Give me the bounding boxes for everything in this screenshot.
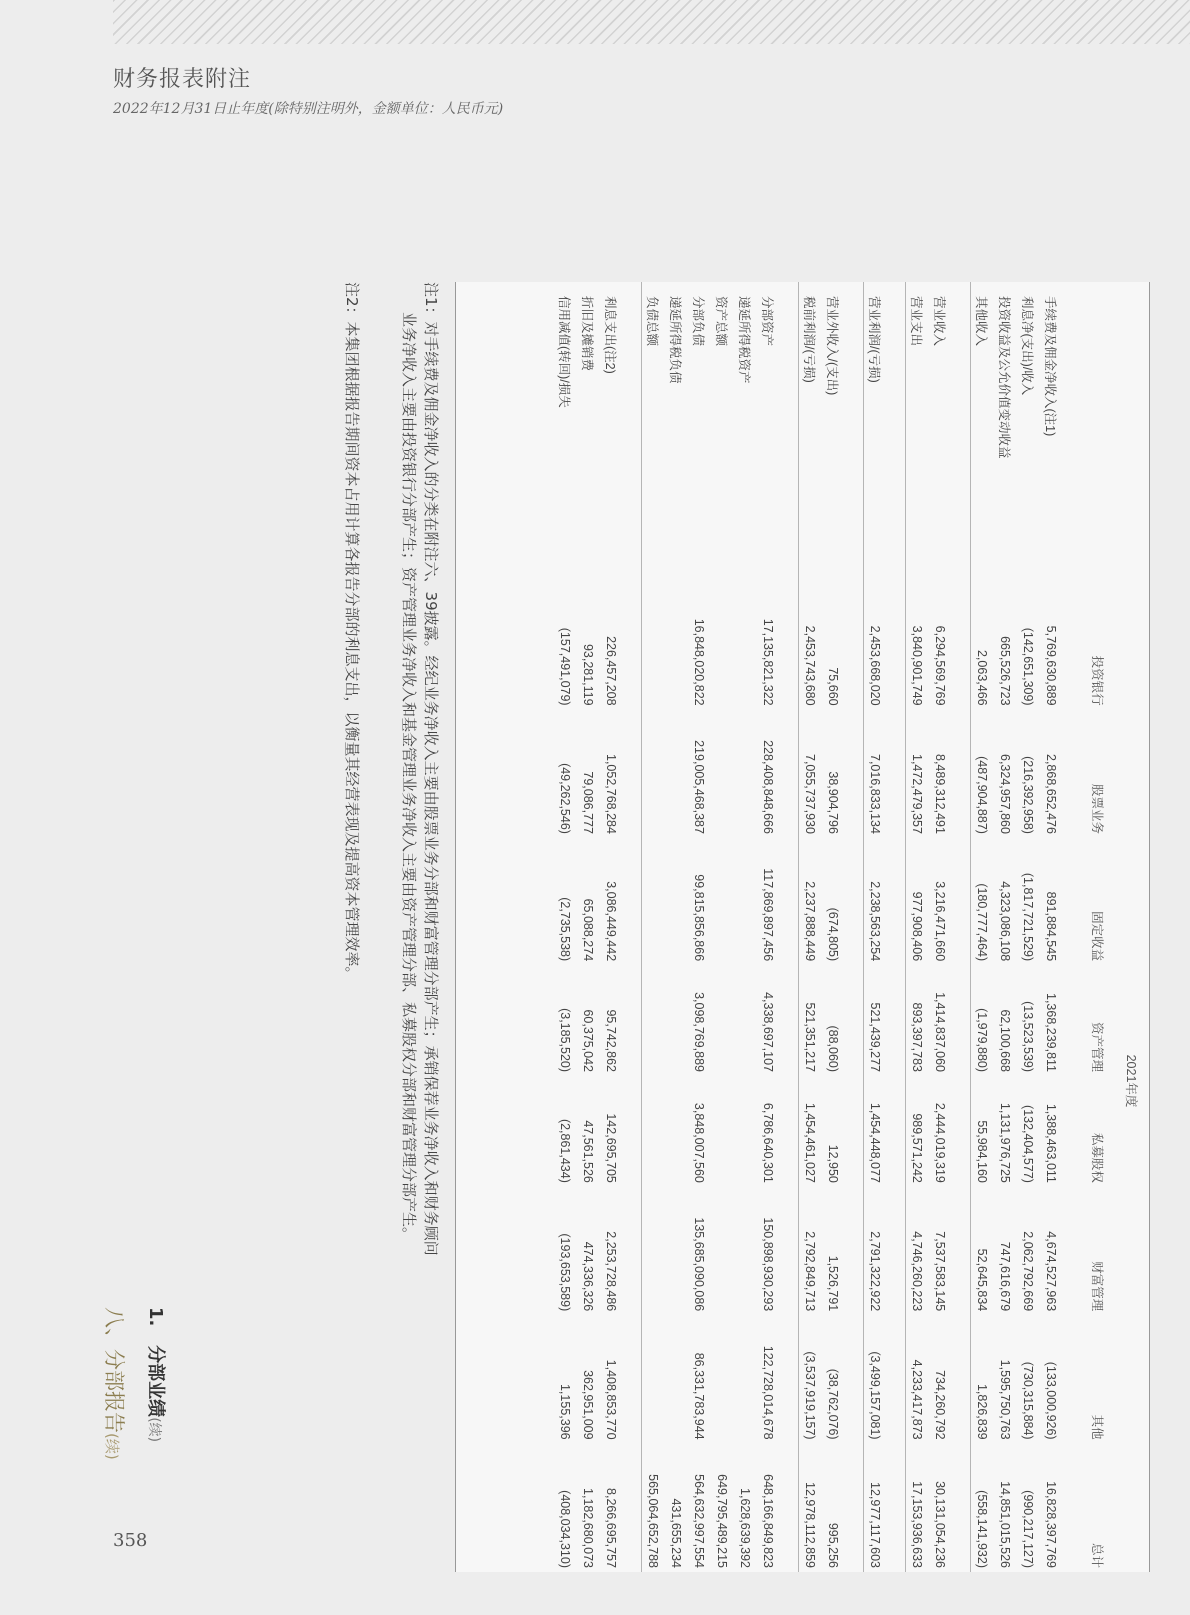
- table-cell: [734, 838, 757, 965]
- table-cell: [642, 710, 666, 838]
- table-row: [929, 282, 952, 1572]
- table-cell: (2,735,538): [558, 897, 573, 962]
- table-column-header: 投资银行: [1090, 655, 1104, 706]
- table-cell: [711, 1187, 734, 1315]
- table-cell: (2,861,434): [558, 1118, 573, 1183]
- table-cell: 1,408,853,770: [604, 1359, 619, 1440]
- table-cell: 16,848,020,822: [692, 618, 707, 706]
- table-row: [642, 282, 666, 1572]
- table-row: [822, 282, 845, 1572]
- table-cell: 47,561,526: [581, 1120, 596, 1183]
- table-cell: [734, 1076, 757, 1187]
- table-cell: (49,262,546): [558, 763, 573, 834]
- table-column-header: 资产管理: [1090, 1022, 1104, 1073]
- table-cell: 79,086,777: [581, 771, 596, 834]
- table-cell: 55,984,160: [975, 1120, 990, 1183]
- table-cell: 4,233,417,873: [910, 1359, 925, 1440]
- table-cell: (487,904,887): [975, 756, 990, 834]
- table-cell: 226,457,208: [604, 636, 619, 706]
- table-cell: 16,828,397,769: [1044, 1481, 1059, 1568]
- table-cell: 2,062,792,669: [1021, 1231, 1036, 1312]
- table-cell: 62,100,668: [998, 1009, 1013, 1073]
- table-row: [688, 282, 711, 1572]
- table-cell: 38,904,796: [826, 771, 841, 834]
- table-cell: [665, 1076, 688, 1187]
- table-cell: (88,060): [826, 1025, 841, 1073]
- table-cell: 14,851,015,526: [998, 1481, 1013, 1568]
- table-cell: [734, 710, 757, 838]
- table-cell: 2,253,728,486: [604, 1231, 619, 1312]
- table-row: [577, 282, 600, 1572]
- table-cell: [711, 590, 734, 710]
- row-label: 营业收入: [932, 296, 947, 347]
- table-cell: 30,131,054,236: [933, 1481, 948, 1568]
- table-cell: [665, 590, 688, 710]
- table-cell: [642, 1076, 666, 1187]
- table-cell: 989,571,242: [910, 1113, 925, 1183]
- table-column-header: 股票业务: [1090, 783, 1104, 834]
- table-cell: [642, 1315, 666, 1443]
- table-cell: 219,005,468,387: [692, 740, 707, 834]
- table-cell: (216,392,958): [1021, 756, 1036, 834]
- table-cell: (3,185,520): [558, 1008, 573, 1073]
- table-cell: 564,632,997,554: [692, 1474, 707, 1568]
- table-cell: 135,685,090,086: [692, 1217, 707, 1312]
- table-cell: (13,523,539): [1021, 1001, 1036, 1073]
- table-cell: [734, 1315, 757, 1443]
- table-column-header: 其他: [1090, 1414, 1104, 1440]
- page-header-subtitle: 2022年12月31日止年度(除特别注明外，金额单位：人民币元): [113, 101, 504, 117]
- table-cell: [711, 710, 734, 838]
- segment-table-panel: [455, 282, 1150, 1572]
- table-row: [734, 282, 757, 1572]
- table-cell: (408,034,310): [558, 1490, 573, 1568]
- table-cell: 8,489,312,491: [933, 754, 948, 834]
- table-cell: 2,792,849,713: [803, 1231, 818, 1312]
- table-cell: [642, 590, 666, 710]
- note-2: 注2：本集团根据报告期间资本占用计算各报告分部的利息支出，以衡量其经营表现及提高资本管理效率。: [343, 282, 361, 982]
- table-cell: 1,052,768,284: [604, 754, 619, 834]
- table-cell: 2,444,019,319: [933, 1102, 948, 1183]
- subsection-title: 1. 分部业绩(续): [145, 1307, 166, 1443]
- row-label: 投资收益及公允价值变动收益: [997, 296, 1012, 459]
- table-cell: 3,840,901,749: [910, 625, 925, 706]
- table-cell: 1,414,837,060: [933, 992, 948, 1073]
- table-cell: 1,826,839: [975, 1383, 990, 1440]
- note-1-line-1: 注1：对手续费及佣金净收入的分类在附注六、39披露。经纪业务净收入主要由股票业务分部和财富管理分部产生；承销保荐业务净收入和财务顾问: [422, 282, 440, 1256]
- table-cell: 521,439,277: [868, 1002, 883, 1073]
- row-label: 税前利润/(亏损): [802, 296, 817, 383]
- table-cell: 12,978,112,859: [803, 1482, 818, 1568]
- table-cell: 117,869,897,456: [761, 868, 776, 962]
- table-cell: 2,063,466: [975, 649, 990, 706]
- row-label: 其他收入: [974, 296, 989, 347]
- row-label: 负债总额: [645, 296, 660, 347]
- table-cell: 3,086,449,442: [604, 881, 619, 962]
- table-cell: 2,791,322,922: [868, 1231, 883, 1312]
- table-row: [600, 282, 623, 1572]
- table-row: [665, 282, 688, 1572]
- table-cell: 4,323,086,108: [998, 881, 1013, 962]
- note-1-line-2: 业务净收入主要由投资银行分部产生；资产管理业务净收入和基金管理业务净收入主要由资产管理分部、私募股权分部和财富管理分部产生。: [400, 312, 418, 1243]
- table-cell: 52,645,834: [975, 1248, 990, 1312]
- table-cell: 86,331,783,944: [692, 1352, 707, 1440]
- table-body: [536, 282, 1081, 1572]
- table-cell: 6,324,957,860: [998, 754, 1013, 834]
- row-label: 折旧及摊销费: [580, 296, 595, 372]
- table-year-header: 2021年度: [1124, 1054, 1138, 1108]
- group-spacer: [536, 282, 554, 1572]
- table-cell: 6,294,569,769: [933, 625, 948, 706]
- row-label: 营业外收入/(支出): [825, 296, 840, 396]
- table-cell: 2,453,668,020: [868, 625, 883, 706]
- table-cell: 1,526,791: [826, 1255, 841, 1312]
- row-label: 递延所得税资产: [737, 296, 752, 384]
- table-cell: 8,266,695,757: [604, 1488, 619, 1568]
- table-cell: 6,786,640,301: [761, 1102, 776, 1183]
- table-row: [554, 282, 577, 1572]
- table-cell: 142,695,705: [604, 1113, 619, 1183]
- row-label: 利息净(支出)/收入: [1020, 296, 1035, 396]
- row-label: 递延所得税负债: [668, 296, 683, 384]
- table-cell: 93,281,119: [581, 643, 596, 706]
- table-column-header: 固定收益: [1090, 911, 1104, 962]
- table-cell: [734, 590, 757, 710]
- table-row: [1017, 282, 1040, 1572]
- table-cell: 2,453,743,680: [803, 625, 818, 706]
- table-cell: [642, 1187, 666, 1315]
- table-cell: [642, 965, 666, 1076]
- table-cell: 75,660: [826, 667, 841, 706]
- row-label: 手续费及佣金净收入(注1): [1043, 296, 1058, 437]
- table-cell: 122,728,014,678: [761, 1345, 776, 1440]
- table-cell: 2,237,888,449: [803, 881, 818, 962]
- table-cell: [734, 965, 757, 1076]
- table-cell: 5,769,630,889: [1044, 625, 1059, 706]
- table-row: [711, 282, 734, 1572]
- table-row: [994, 282, 1017, 1572]
- table-cell: 665,526,723: [998, 636, 1013, 706]
- section-title: 八、分部报告(续): [102, 1307, 126, 1460]
- page-number: 358: [113, 1530, 148, 1551]
- table-row: [864, 282, 888, 1572]
- table-cell: 4,746,260,223: [910, 1231, 925, 1312]
- group-spacer: [780, 282, 799, 1572]
- table-cell: [711, 1315, 734, 1443]
- table-cell: [665, 1315, 688, 1443]
- table-cell: 95,742,862: [604, 1009, 619, 1073]
- group-spacer: [952, 282, 971, 1572]
- table-cell: 4,674,527,963: [1044, 1231, 1059, 1312]
- notes: [341, 282, 442, 1582]
- table-cell: 1,155,396: [558, 1383, 573, 1440]
- segment-results-table: [536, 282, 1149, 1572]
- row-label: 信用减值(转回)/损失: [557, 296, 572, 408]
- table-cell: (3,537,919,157): [803, 1351, 818, 1440]
- table-cell: 747,616,679: [998, 1241, 1013, 1312]
- table-row: [799, 282, 823, 1572]
- table-cell: [642, 838, 666, 965]
- table-cell: (558,141,932): [975, 1490, 990, 1568]
- table-cell: 1,388,463,011: [1044, 1103, 1059, 1183]
- table-cell: 3,216,471,660: [933, 881, 948, 962]
- table-column-header-row: [1081, 282, 1115, 1572]
- table-cell: [711, 965, 734, 1076]
- table-cell: 734,260,792: [933, 1370, 948, 1440]
- table-row: [906, 282, 930, 1572]
- table-cell: 893,397,783: [910, 1002, 925, 1073]
- table-cell: (3,499,157,081): [868, 1351, 883, 1440]
- row-label: 营业利润/(亏损): [867, 296, 882, 383]
- row-label: 资产总额: [714, 296, 729, 347]
- table-cell: 17,153,936,633: [910, 1481, 925, 1568]
- table-cell: 1,595,750,763: [998, 1359, 1013, 1440]
- table-column-header: 私募股权: [1090, 1132, 1104, 1183]
- table-year-row: [1115, 282, 1149, 1572]
- rotated-content: [102, 282, 1180, 1612]
- table-cell: 1,368,239,811: [1044, 993, 1059, 1073]
- group-spacer: [623, 282, 642, 1572]
- table-cell: 228,408,848,666: [761, 740, 776, 834]
- table-cell: 7,055,737,930: [803, 754, 818, 834]
- group-spacer: [845, 282, 864, 1572]
- row-label: 分部资产: [760, 296, 775, 347]
- table-cell: 977,908,406: [910, 891, 925, 962]
- table-cell: (132,404,577): [1021, 1105, 1036, 1183]
- table-cell: 474,336,326: [581, 1241, 596, 1312]
- table-cell: (674,805): [826, 907, 841, 962]
- table-cell: 521,351,217: [803, 1002, 818, 1073]
- table-cell: 1,472,479,357: [910, 754, 925, 834]
- table-row: [1040, 282, 1063, 1572]
- table-cell: [665, 1187, 688, 1315]
- table-column-header: 总计: [1090, 1542, 1104, 1568]
- table-cell: 4,338,697,107: [761, 992, 776, 1073]
- table-cell: 1,628,639,392: [738, 1488, 753, 1568]
- table-cell: 362,951,009: [581, 1370, 596, 1440]
- table-cell: (990,217,127): [1021, 1490, 1036, 1568]
- table-cell: 1,182,680,073: [581, 1488, 596, 1568]
- table-cell: 7,016,833,134: [868, 754, 883, 834]
- table-row: [971, 282, 995, 1572]
- table-cell: (180,777,464): [975, 883, 990, 962]
- table-cell: [665, 838, 688, 965]
- table-cell: 1,454,448,077: [868, 1102, 883, 1183]
- table-cell: 1,454,461,027: [803, 1102, 818, 1183]
- table-cell: (157,491,079): [558, 627, 573, 706]
- row-label: 营业支出: [909, 296, 924, 347]
- table-cell: 565,064,652,788: [646, 1474, 661, 1568]
- table-cell: 995,256: [826, 1522, 841, 1568]
- table-cell: 891,884,545: [1044, 891, 1059, 962]
- table-cell: (1,817,721,529): [1021, 872, 1036, 962]
- row-label: 分部负债: [691, 296, 706, 347]
- table-cell: (133,000,926): [1044, 1361, 1059, 1440]
- table-cell: 2,868,652,476: [1044, 754, 1059, 834]
- table-cell: 12,950: [826, 1144, 841, 1183]
- table-cell: (38,762,076): [826, 1368, 841, 1440]
- table-cell: (730,315,884): [1021, 1361, 1036, 1440]
- table-cell: (1,979,880): [975, 1008, 990, 1073]
- table-cell: (193,653,589): [558, 1233, 573, 1312]
- row-label: 利息支出(注2): [603, 296, 618, 374]
- table-cell: 60,375,042: [581, 1009, 596, 1073]
- table-cell: 12,977,117,603: [868, 1482, 883, 1568]
- table-cell: [734, 1187, 757, 1315]
- table-cell: 3,848,007,560: [692, 1102, 707, 1183]
- table-cell: 649,795,489,215: [715, 1474, 730, 1568]
- group-spacer: [887, 282, 906, 1572]
- table-cell: 648,166,849,823: [761, 1474, 776, 1568]
- table-row: [757, 282, 780, 1572]
- table-cell: 99,815,856,866: [692, 874, 707, 962]
- table-cell: 2,238,563,254: [868, 881, 883, 962]
- table-cell: (142,651,309): [1021, 627, 1036, 706]
- page-header-title: 财务报表附注: [113, 67, 252, 92]
- table-cell: 7,537,583,145: [933, 1231, 948, 1312]
- header-hatch-decoration: [113, 0, 1190, 44]
- table-cell: [711, 1076, 734, 1187]
- group-spacer: [1063, 282, 1081, 1572]
- table-cell: [665, 710, 688, 838]
- table-cell: 431,655,234: [669, 1498, 684, 1568]
- table-cell: [711, 838, 734, 965]
- table-column-header: 财富管理: [1090, 1261, 1104, 1312]
- table-cell: 65,088,274: [581, 898, 596, 962]
- table-cell: [665, 965, 688, 1076]
- table-cell: 1,131,976,725: [998, 1102, 1013, 1183]
- table-cell: 17,135,821,322: [761, 618, 776, 706]
- table-cell: 3,098,769,889: [692, 992, 707, 1073]
- table-cell: 150,898,930,293: [761, 1217, 776, 1312]
